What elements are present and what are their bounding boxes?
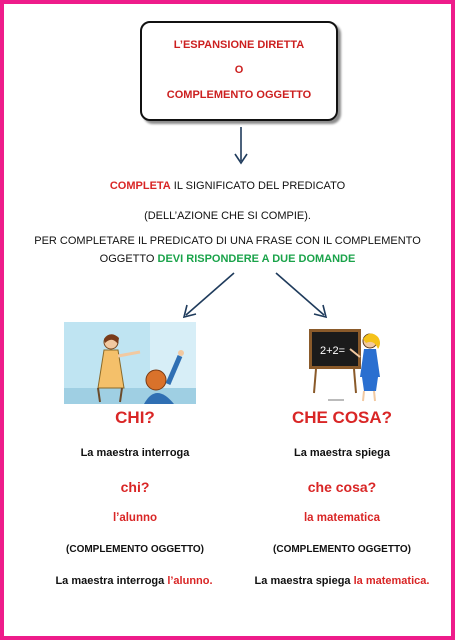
intro-highlight-domande: DEVI RISPONDERE A DUE DOMANDE	[157, 253, 356, 265]
left-answer: l’alunno	[112, 512, 158, 524]
left-repeat-question: chi?	[120, 479, 150, 495]
intro-line-4	[4, 253, 451, 265]
right-full-highlight: la matematica.	[353, 575, 430, 587]
right-sentence: La maestra spiega	[294, 447, 390, 459]
left-diagonal-arrow-icon	[180, 271, 240, 321]
intro-line-2: (DELL’AZIONE CHE SI COMPIE).	[144, 210, 311, 222]
left-full-sentence	[34, 575, 234, 587]
right-answer: la matematica	[303, 512, 381, 524]
down-arrow-icon	[233, 127, 249, 167]
left-full-highlight: l’alunno.	[167, 575, 213, 587]
left-label: (COMPLEMENTO OGGETTO)	[66, 544, 204, 555]
right-full-start: La maestra spiega	[254, 575, 354, 587]
right-full-sentence	[242, 575, 442, 587]
intro-line-3: PER COMPLETARE IL PREDICATO DI UNA FRASE CON IL COMPLEMENTO	[34, 235, 421, 247]
question-che-cosa: CHE COSA?	[291, 408, 393, 427]
title-line-2: O	[234, 64, 244, 76]
title-line-3: COMPLEMENTO OGGETTO	[166, 89, 312, 101]
right-label: (COMPLEMENTO OGGETTO)	[273, 544, 411, 555]
title-line-1: L’ESPANSIONE DIRETTA	[173, 39, 305, 51]
right-repeat-question: che cosa?	[307, 479, 377, 495]
intro-highlight-completa: COMPLETA	[109, 180, 171, 192]
left-full-start: La maestra interroga	[55, 575, 168, 587]
chalkboard-text: 2+2=	[320, 345, 346, 357]
intro-line-1	[4, 180, 451, 192]
left-sentence: La maestra interroga	[80, 447, 190, 459]
title-box	[140, 21, 338, 121]
teacher-pupil-illustration	[64, 322, 196, 404]
right-diagonal-arrow-icon	[270, 271, 330, 321]
chalkboard-illustration	[308, 327, 388, 405]
question-chi: CHI?	[115, 408, 155, 427]
intro-line-4-start: OGGETTO	[99, 253, 158, 265]
intro-line-1-rest: IL SIGNIFICATO DEL PREDICATO	[170, 180, 346, 192]
